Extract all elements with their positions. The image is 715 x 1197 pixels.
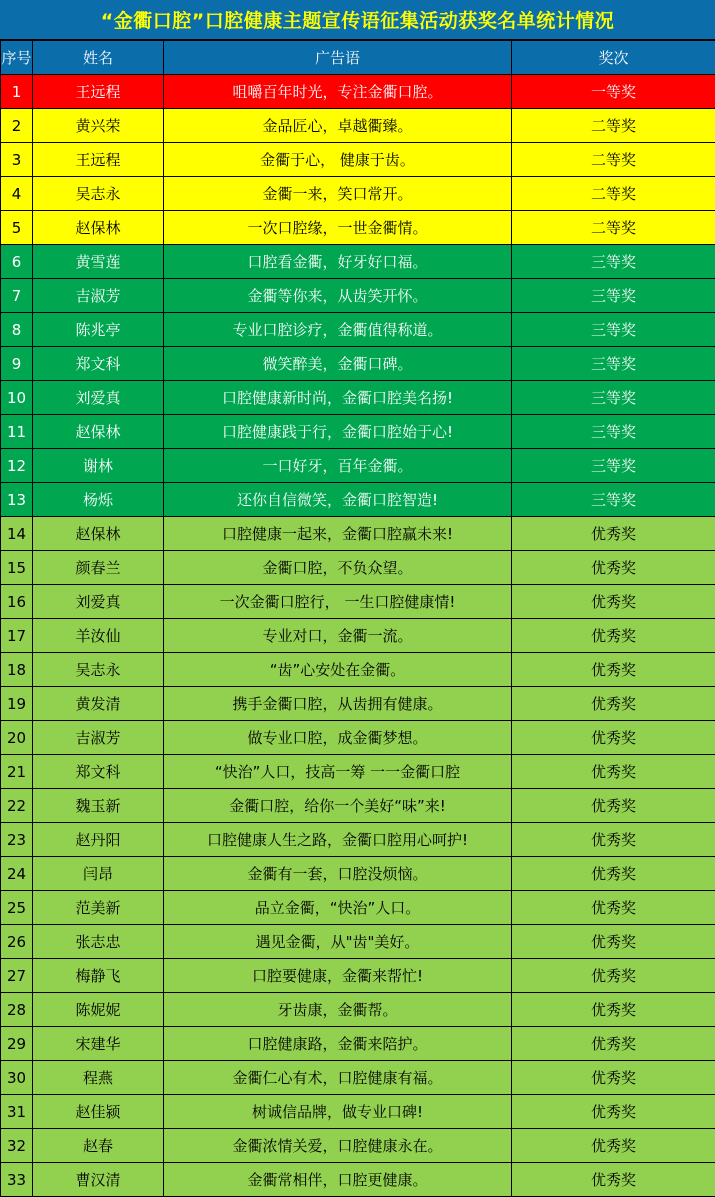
table-row	[1, 109, 715, 143]
table-row	[1, 347, 715, 381]
row-prize-cell[interactable]: 优秀奖	[512, 823, 715, 857]
row-slogan-cell[interactable]: 一次金衢口腔行， 一生口腔健康情!	[164, 585, 512, 619]
row-no-cell[interactable]: 26	[1, 925, 33, 959]
row-slogan-cell[interactable]: 金衢常相伴，口腔更健康。	[164, 1163, 512, 1197]
header-no[interactable]: 序号	[1, 41, 33, 75]
table-row	[1, 687, 715, 721]
row-prize-cell[interactable]: 优秀奖	[512, 857, 715, 891]
row-prize-cell[interactable]: 三等奖	[512, 245, 715, 279]
row-prize-cell[interactable]: 优秀奖	[512, 619, 715, 653]
row-slogan-cell[interactable]: 金衢浓情关爱，口腔健康永在。	[164, 1129, 512, 1163]
row-slogan-cell[interactable]: 专业口腔诊疗，金衢值得称道。	[164, 313, 512, 347]
row-prize-cell[interactable]: 优秀奖	[512, 789, 715, 823]
sheet-title: “金衢口腔”口腔健康主题宣传语征集活动获奖名单统计情况	[0, 0, 715, 40]
row-name-cell[interactable]: 赵保林	[33, 517, 164, 551]
table-row	[1, 1129, 715, 1163]
table-body	[1, 75, 715, 1197]
row-slogan-cell[interactable]: 金衢仁心有术，口腔健康有福。	[164, 1061, 512, 1095]
table-row	[1, 245, 715, 279]
row-name-cell[interactable]: 曹汉清	[33, 1163, 164, 1197]
row-no-cell[interactable]: 4	[1, 177, 33, 211]
row-no-cell[interactable]: 11	[1, 415, 33, 449]
row-no-cell[interactable]: 19	[1, 687, 33, 721]
row-prize-cell[interactable]: 优秀奖	[512, 891, 715, 925]
row-no-cell[interactable]: 7	[1, 279, 33, 313]
row-slogan-cell[interactable]: 金衢口腔，不负众望。	[164, 551, 512, 585]
row-prize-cell[interactable]: 优秀奖	[512, 959, 715, 993]
row-name-cell[interactable]: 张志忠	[33, 925, 164, 959]
header-row	[1, 41, 715, 75]
table-row	[1, 823, 715, 857]
row-no-cell[interactable]: 16	[1, 585, 33, 619]
row-no-cell[interactable]: 5	[1, 211, 33, 245]
row-slogan-cell[interactable]: 专业对口，金衢一流。	[164, 619, 512, 653]
row-prize-cell[interactable]: 优秀奖	[512, 687, 715, 721]
row-slogan-cell[interactable]: 微笑醉美，金衢口碑。	[164, 347, 512, 381]
row-name-cell[interactable]: 范美新	[33, 891, 164, 925]
row-prize-cell[interactable]: 优秀奖	[512, 517, 715, 551]
row-no-cell[interactable]: 18	[1, 653, 33, 687]
row-name-cell[interactable]: 吉淑芳	[33, 279, 164, 313]
row-slogan-cell[interactable]: 一口好牙，百年金衢。	[164, 449, 512, 483]
row-slogan-cell[interactable]: 金衢于心， 健康于齿。	[164, 143, 512, 177]
row-prize-cell[interactable]: 二等奖	[512, 177, 715, 211]
row-slogan-cell[interactable]: 口腔健康人生之路，金衢口腔用心呵护!	[164, 823, 512, 857]
table-row	[1, 1061, 715, 1095]
row-name-cell[interactable]: 魏玉新	[33, 789, 164, 823]
row-name-cell[interactable]: 谢林	[33, 449, 164, 483]
row-prize-cell[interactable]: 优秀奖	[512, 1027, 715, 1061]
row-slogan-cell[interactable]: “快治”人口，技高一筹 一一金衢口腔	[164, 755, 512, 789]
table-row	[1, 1027, 715, 1061]
row-slogan-cell[interactable]: 一次口腔缘，一世金衢情。	[164, 211, 512, 245]
row-prize-cell[interactable]: 优秀奖	[512, 1095, 715, 1129]
row-name-cell[interactable]: 杨烁	[33, 483, 164, 517]
row-slogan-cell[interactable]: 做专业口腔，成金衢梦想。	[164, 721, 512, 755]
row-name-cell[interactable]: 王远程	[33, 75, 164, 109]
row-slogan-cell[interactable]: 还你自信微笑，金衢口腔智造!	[164, 483, 512, 517]
row-prize-cell[interactable]: 三等奖	[512, 313, 715, 347]
table-row	[1, 1095, 715, 1129]
table-row	[1, 381, 715, 415]
row-prize-cell[interactable]: 三等奖	[512, 381, 715, 415]
table-row	[1, 585, 715, 619]
row-no-cell[interactable]: 29	[1, 1027, 33, 1061]
table-row	[1, 653, 715, 687]
row-no-cell[interactable]: 12	[1, 449, 33, 483]
row-slogan-cell[interactable]: 金衢口腔，给你一个美好“味”来!	[164, 789, 512, 823]
row-name-cell[interactable]: 刘爱真	[33, 585, 164, 619]
table-row	[1, 483, 715, 517]
row-name-cell[interactable]: 赵丹阳	[33, 823, 164, 857]
row-name-cell[interactable]: 刘爱真	[33, 381, 164, 415]
table-row	[1, 211, 715, 245]
row-slogan-cell[interactable]: 口腔健康一起来，金衢口腔赢未来!	[164, 517, 512, 551]
row-name-cell[interactable]: 陈妮妮	[33, 993, 164, 1027]
table-row	[1, 279, 715, 313]
row-prize-cell[interactable]: 优秀奖	[512, 585, 715, 619]
header-slogan[interactable]: 广告语	[164, 41, 512, 75]
table-row	[1, 721, 715, 755]
row-slogan-cell[interactable]: 口腔健康践于行，金衢口腔始于心!	[164, 415, 512, 449]
row-slogan-cell[interactable]: 牙齿康，金衢帮。	[164, 993, 512, 1027]
row-slogan-cell[interactable]: 咀嚼百年时光，专注金衢口腔。	[164, 75, 512, 109]
row-name-cell[interactable]: 赵保林	[33, 415, 164, 449]
row-no-cell[interactable]: 14	[1, 517, 33, 551]
row-prize-cell[interactable]: 优秀奖	[512, 721, 715, 755]
row-no-cell[interactable]: 10	[1, 381, 33, 415]
row-name-cell[interactable]: 黄发清	[33, 687, 164, 721]
row-slogan-cell[interactable]: 口腔要健康，金衢来帮忙!	[164, 959, 512, 993]
table-row	[1, 993, 715, 1027]
row-slogan-cell[interactable]: 金衢等你来，从齿笑开怀。	[164, 279, 512, 313]
row-no-cell[interactable]: 2	[1, 109, 33, 143]
row-name-cell[interactable]: 赵佳颍	[33, 1095, 164, 1129]
row-name-cell[interactable]: 陈兆亭	[33, 313, 164, 347]
row-prize-cell[interactable]: 三等奖	[512, 279, 715, 313]
row-prize-cell[interactable]: 优秀奖	[512, 551, 715, 585]
row-no-cell[interactable]: 22	[1, 789, 33, 823]
row-name-cell[interactable]: 郑文科	[33, 755, 164, 789]
row-slogan-cell[interactable]: 金衢一来，笑口常开。	[164, 177, 512, 211]
row-no-cell[interactable]: 15	[1, 551, 33, 585]
row-no-cell[interactable]: 9	[1, 347, 33, 381]
table-row	[1, 177, 715, 211]
row-no-cell[interactable]: 21	[1, 755, 33, 789]
row-no-cell[interactable]: 1	[1, 75, 33, 109]
header-name[interactable]: 姓名	[33, 41, 164, 75]
row-prize-cell[interactable]: 优秀奖	[512, 1061, 715, 1095]
row-name-cell[interactable]: 黄兴荣	[33, 109, 164, 143]
row-name-cell[interactable]: 黄雪莲	[33, 245, 164, 279]
row-prize-cell[interactable]: 二等奖	[512, 109, 715, 143]
row-slogan-cell[interactable]: 口腔健康路，金衢来陪护。	[164, 1027, 512, 1061]
row-prize-cell[interactable]: 优秀奖	[512, 1163, 715, 1197]
table-row	[1, 551, 715, 585]
row-prize-cell[interactable]: 三等奖	[512, 483, 715, 517]
table-row	[1, 449, 715, 483]
row-name-cell[interactable]: 郑文科	[33, 347, 164, 381]
table-row	[1, 143, 715, 177]
row-no-cell[interactable]: 32	[1, 1129, 33, 1163]
row-no-cell[interactable]: 30	[1, 1061, 33, 1095]
row-name-cell[interactable]: 宋建华	[33, 1027, 164, 1061]
row-no-cell[interactable]: 13	[1, 483, 33, 517]
table-row	[1, 891, 715, 925]
row-prize-cell[interactable]: 三等奖	[512, 415, 715, 449]
row-no-cell[interactable]: 25	[1, 891, 33, 925]
row-prize-cell[interactable]: 二等奖	[512, 211, 715, 245]
row-name-cell[interactable]: 程燕	[33, 1061, 164, 1095]
row-slogan-cell[interactable]: 携手金衢口腔，从齿拥有健康。	[164, 687, 512, 721]
row-no-cell[interactable]: 20	[1, 721, 33, 755]
row-prize-cell[interactable]: 优秀奖	[512, 755, 715, 789]
row-slogan-cell[interactable]: 口腔看金衢，好牙好口福。	[164, 245, 512, 279]
row-name-cell[interactable]: 王远程	[33, 143, 164, 177]
row-no-cell[interactable]: 3	[1, 143, 33, 177]
row-prize-cell[interactable]: 三等奖	[512, 449, 715, 483]
table-row	[1, 415, 715, 449]
table-row	[1, 925, 715, 959]
row-name-cell[interactable]: 赵保林	[33, 211, 164, 245]
row-no-cell[interactable]: 28	[1, 993, 33, 1027]
row-no-cell[interactable]: 27	[1, 959, 33, 993]
table-row	[1, 313, 715, 347]
row-slogan-cell[interactable]: 遇见金衢，从"齿"美好。	[164, 925, 512, 959]
row-no-cell[interactable]: 23	[1, 823, 33, 857]
row-name-cell[interactable]: 赵春	[33, 1129, 164, 1163]
row-name-cell[interactable]: 颜春兰	[33, 551, 164, 585]
row-name-cell[interactable]: 吴志永	[33, 653, 164, 687]
row-no-cell[interactable]: 24	[1, 857, 33, 891]
table-row	[1, 789, 715, 823]
table-row	[1, 1163, 715, 1197]
row-prize-cell[interactable]: 二等奖	[512, 143, 715, 177]
row-no-cell[interactable]: 17	[1, 619, 33, 653]
row-name-cell[interactable]: 梅静飞	[33, 959, 164, 993]
row-name-cell[interactable]: 吉淑芳	[33, 721, 164, 755]
row-no-cell[interactable]: 6	[1, 245, 33, 279]
table-row	[1, 755, 715, 789]
row-name-cell[interactable]: 闫昂	[33, 857, 164, 891]
row-no-cell[interactable]: 33	[1, 1163, 33, 1197]
row-slogan-cell[interactable]: 树诚信品牌，做专业口碑!	[164, 1095, 512, 1129]
row-slogan-cell[interactable]: 金衢有一套，口腔没烦恼。	[164, 857, 512, 891]
row-prize-cell[interactable]: 优秀奖	[512, 925, 715, 959]
row-slogan-cell[interactable]: “齿”心安处在金衢。	[164, 653, 512, 687]
row-prize-cell[interactable]: 优秀奖	[512, 1129, 715, 1163]
row-no-cell[interactable]: 8	[1, 313, 33, 347]
row-slogan-cell[interactable]: 金品匠心，卓越衢臻。	[164, 109, 512, 143]
row-prize-cell[interactable]: 三等奖	[512, 347, 715, 381]
row-name-cell[interactable]: 吴志永	[33, 177, 164, 211]
row-prize-cell[interactable]: 一等奖	[512, 75, 715, 109]
award-table	[0, 40, 715, 1197]
row-slogan-cell[interactable]: 品立金衢，“快治”人口。	[164, 891, 512, 925]
table-header	[1, 41, 715, 75]
table-row	[1, 619, 715, 653]
table-row	[1, 857, 715, 891]
row-no-cell[interactable]: 31	[1, 1095, 33, 1129]
row-name-cell[interactable]: 羊汝仙	[33, 619, 164, 653]
row-prize-cell[interactable]: 优秀奖	[512, 993, 715, 1027]
table-row	[1, 75, 715, 109]
table-row	[1, 959, 715, 993]
row-prize-cell[interactable]: 优秀奖	[512, 653, 715, 687]
header-prize[interactable]: 奖次	[512, 41, 715, 75]
row-slogan-cell[interactable]: 口腔健康新时尚，金衢口腔美名扬!	[164, 381, 512, 415]
table-row	[1, 517, 715, 551]
